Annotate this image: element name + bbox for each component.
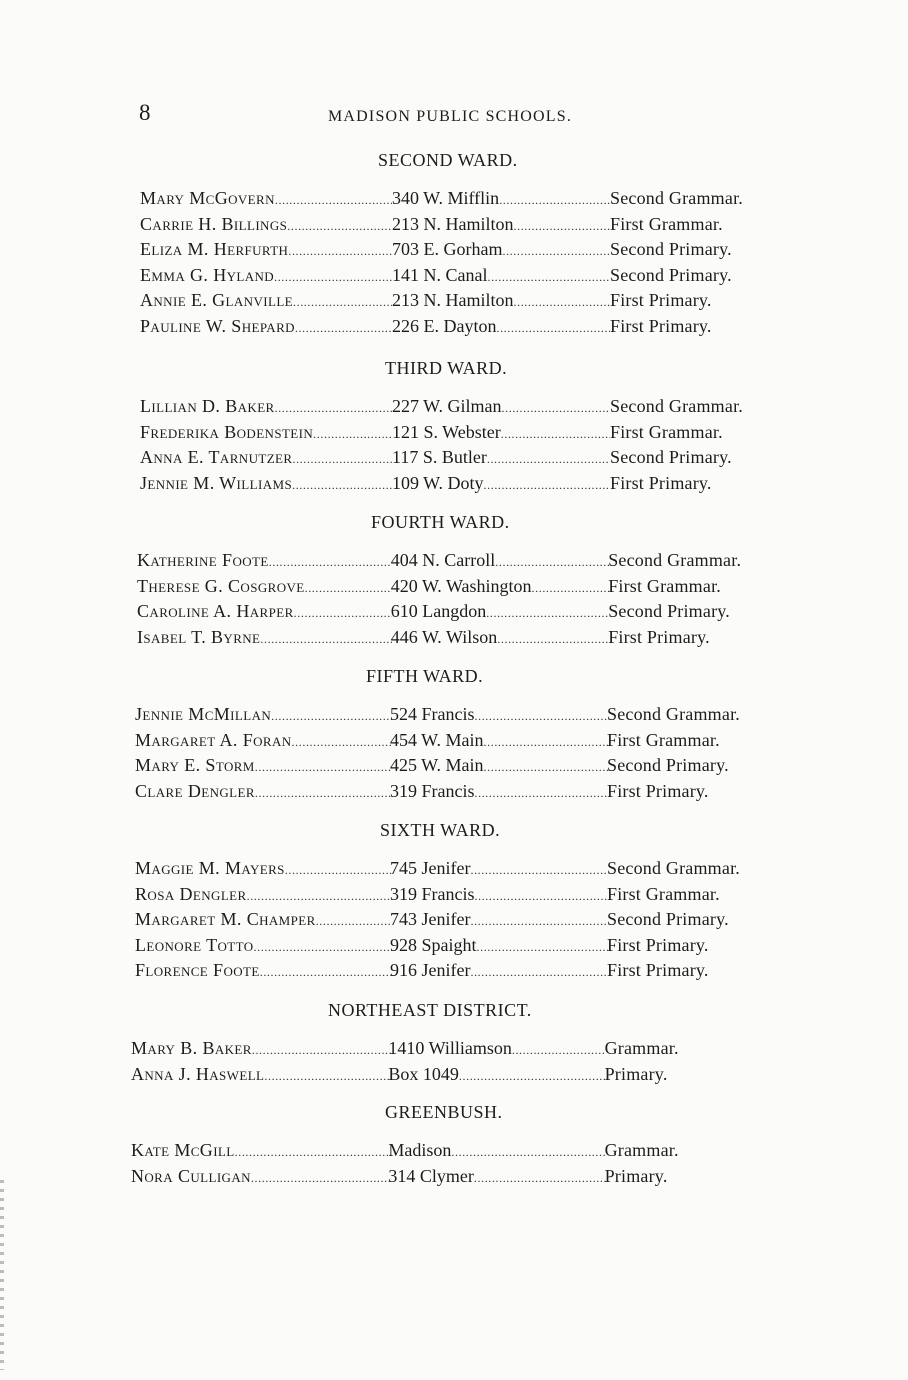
dot-leader — [502, 401, 610, 416]
teacher-name-text: Annie E. Glanville — [140, 290, 293, 311]
dot-leader — [292, 452, 392, 467]
teacher-grade-text: First Primary. — [610, 472, 712, 493]
section-heading: GREENBUSH. — [385, 1102, 503, 1122]
dot-leader — [260, 632, 392, 647]
dot-leader — [475, 709, 609, 724]
dot-leader — [292, 735, 392, 750]
section-heading: NORTHEAST DISTRICT. — [328, 1000, 532, 1020]
dot-leader — [477, 940, 608, 955]
teacher-grade — [607, 935, 709, 956]
teacher-name-text: Clare Dengler — [135, 780, 255, 801]
teacher-address — [392, 473, 610, 494]
dot-leader — [275, 193, 392, 208]
teacher-row — [0, 755, 908, 779]
dot-leader — [285, 863, 392, 878]
teacher-address — [388, 1038, 606, 1059]
teacher-name-text: Maggie M. Mayers — [135, 858, 285, 878]
teacher-name — [137, 576, 392, 597]
teacher-address — [392, 422, 610, 443]
teacher-name — [140, 188, 392, 209]
teacher-address-text: 743 Jenifer — [390, 909, 471, 930]
teacher-address — [390, 704, 608, 725]
teacher-name-text: Caroline A. Harper — [137, 601, 294, 622]
section-heading: THIRD WARD. — [385, 358, 508, 378]
dot-leader — [235, 1145, 392, 1160]
teacher-name-text: Katherine Foote — [137, 550, 269, 570]
teacher-address-text: Madison — [388, 1140, 452, 1160]
dot-leader — [295, 321, 392, 336]
teacher-row — [0, 447, 908, 471]
teacher-address-text: 226 E. Dayton — [392, 316, 497, 336]
teacher-address-text: 425 W. Main — [390, 755, 484, 776]
teacher-address — [391, 627, 609, 648]
teacher-name-text: Pauline W. Shepard — [140, 316, 295, 336]
section-heading: SIXTH WARD. — [380, 820, 501, 840]
dot-leader — [305, 581, 392, 596]
teacher-grade-text: Second Grammar. — [607, 704, 740, 724]
dot-leader — [532, 581, 609, 596]
dot-leader — [470, 863, 608, 878]
teacher-address — [392, 265, 610, 286]
dot-leader — [484, 478, 610, 493]
teacher-address — [392, 396, 610, 417]
dot-leader — [269, 555, 392, 570]
teacher-name — [140, 473, 392, 494]
teacher-grade — [607, 755, 729, 776]
dot-leader — [514, 219, 611, 234]
teacher-address-text: 314 Clymer — [388, 1165, 474, 1186]
dot-leader — [271, 709, 392, 724]
teacher-address-text: 928 Spaight — [390, 934, 477, 955]
teacher-row — [0, 935, 908, 959]
section-heading: FOURTH WARD. — [371, 512, 510, 532]
teacher-name-text: Margaret A. Foran — [135, 729, 292, 750]
teacher-grade-text: Second Primary. — [607, 755, 729, 776]
page-edge-shadow — [0, 1180, 4, 1370]
teacher-name-text: Anna J. Haswell — [131, 1063, 265, 1084]
teacher-name-text: Leonore Totto — [135, 934, 254, 955]
dot-leader — [496, 321, 610, 336]
teacher-name-text: Therese G. Cosgrove — [137, 575, 305, 596]
teacher-name-text: Florence Foote — [135, 960, 260, 981]
teacher-address-text: Box 1049 — [388, 1063, 459, 1084]
teacher-address-text: 454 W. Main — [390, 729, 484, 750]
teacher-grade-text: Second Grammar. — [608, 550, 742, 570]
teacher-address-text: 117 S. Butler — [392, 447, 487, 468]
teacher-name — [135, 730, 392, 751]
teacher-grade-text: First Primary. — [607, 960, 709, 981]
teacher-grade-text: Second Primary. — [610, 239, 732, 260]
teacher-address-text: 446 W. Wilson — [390, 626, 498, 647]
teacher-name — [140, 239, 392, 260]
dot-leader — [264, 1069, 392, 1084]
teacher-name-text: Emma G. Hyland — [140, 264, 275, 285]
dot-leader — [497, 632, 609, 647]
teacher-address — [388, 1140, 606, 1161]
teacher-address-text: 340 W. Mifflin — [392, 188, 500, 208]
teacher-grade — [607, 884, 720, 905]
teacher-row — [0, 960, 908, 984]
teacher-address-text: 404 N. Carroll — [390, 550, 496, 570]
teacher-grade-text: First Grammar. — [607, 883, 720, 904]
teacher-name-text: Frederika Bodenstein — [140, 421, 314, 442]
running-head: MADISON PUBLIC SCHOOLS. — [328, 108, 573, 125]
dot-leader — [459, 1069, 606, 1084]
dot-leader — [316, 914, 392, 929]
teacher-address — [390, 781, 608, 802]
teacher-name — [140, 290, 392, 311]
teacher-name — [140, 316, 392, 337]
teacher-name — [140, 447, 392, 468]
teacher-address-text: 319 Francis — [390, 780, 475, 801]
teacher-grade — [610, 396, 743, 417]
teacher-address — [390, 755, 608, 776]
teacher-row — [0, 909, 908, 933]
teacher-grade — [610, 316, 712, 337]
section-heading: FIFTH WARD. — [366, 666, 484, 686]
teacher-grade — [607, 960, 709, 981]
dot-leader — [499, 193, 610, 208]
teacher-address — [390, 909, 608, 930]
teacher-name — [135, 909, 392, 930]
dot-leader — [292, 478, 392, 493]
teacher-name — [135, 935, 392, 956]
teacher-row — [0, 188, 908, 212]
dot-leader — [247, 889, 392, 904]
teacher-grade-text: First Grammar. — [607, 729, 720, 750]
teacher-address — [388, 1064, 606, 1085]
teacher-name — [131, 1166, 392, 1187]
teacher-row — [0, 1140, 908, 1164]
teacher-grade-text: Second Grammar. — [610, 188, 743, 208]
teacher-grade — [605, 1038, 679, 1059]
dot-leader — [486, 606, 609, 621]
teacher-grade-text: Second Primary. — [610, 264, 732, 285]
teacher-grade — [605, 1166, 668, 1187]
teacher-address-text: 524 Francis — [390, 704, 475, 724]
teacher-row — [0, 704, 908, 728]
dot-leader — [451, 1145, 606, 1160]
teacher-grade — [610, 265, 732, 286]
teacher-row — [0, 601, 908, 625]
teacher-name — [135, 781, 392, 802]
teacher-name-text: Jennie McMillan — [135, 704, 272, 724]
teacher-name — [140, 396, 392, 417]
teacher-address — [392, 188, 610, 209]
section-heading: SECOND WARD. — [378, 150, 518, 170]
teacher-address-text: 319 Francis — [390, 883, 475, 904]
teacher-row — [0, 1166, 908, 1190]
teacher-name — [131, 1038, 392, 1059]
dot-leader — [502, 244, 610, 259]
teacher-address — [390, 884, 608, 905]
dot-leader — [501, 427, 610, 442]
dot-leader — [255, 760, 392, 775]
dot-leader — [254, 940, 392, 955]
teacher-name — [140, 265, 392, 286]
teacher-name — [137, 627, 392, 648]
teacher-name — [131, 1064, 392, 1085]
teacher-grade — [607, 781, 709, 802]
teacher-grade-text: Grammar. — [604, 1140, 679, 1160]
teacher-grade-text: Primary. — [604, 1063, 668, 1084]
teacher-grade — [607, 909, 729, 930]
teacher-name-text: Mary McGovern — [140, 188, 275, 208]
teacher-address — [388, 1166, 606, 1187]
teacher-grade — [610, 214, 723, 235]
teacher-grade — [610, 239, 732, 260]
teacher-row — [0, 422, 908, 446]
dot-leader — [294, 606, 392, 621]
dot-leader — [252, 1043, 392, 1058]
teacher-address-text: 213 N. Hamilton — [392, 213, 514, 234]
teacher-address — [391, 601, 609, 622]
teacher-address-text: 109 W. Doty — [392, 472, 484, 493]
teacher-name — [135, 960, 392, 981]
teacher-grade — [605, 1064, 668, 1085]
teacher-address — [392, 290, 610, 311]
teacher-row — [0, 730, 908, 754]
teacher-grade — [608, 627, 710, 648]
dot-leader — [470, 914, 608, 929]
teacher-row — [0, 781, 908, 805]
teacher-row — [0, 550, 908, 574]
teacher-row — [0, 214, 908, 238]
dot-leader — [484, 735, 608, 750]
teacher-grade-text: Second Grammar. — [607, 858, 740, 878]
teacher-name-text: Jennie M. Williams — [140, 472, 293, 493]
teacher-grade-text: First Primary. — [608, 626, 710, 647]
teacher-address-text: 610 Langdon — [390, 601, 487, 622]
teacher-name-text: Margaret M. Champer — [135, 909, 316, 930]
teacher-grade-text: Second Primary. — [608, 601, 730, 622]
dot-leader — [474, 1171, 607, 1186]
teacher-grade — [607, 704, 740, 725]
dot-leader — [487, 270, 610, 285]
teacher-address — [390, 935, 608, 956]
teacher-grade-text: First Primary. — [607, 934, 709, 955]
teacher-address-text: 227 W. Gilman — [392, 396, 502, 416]
teacher-grade — [608, 601, 730, 622]
teacher-name — [135, 704, 392, 725]
teacher-grade-text: First Primary. — [610, 290, 712, 311]
teacher-name-text: Mary E. Storm — [135, 755, 255, 776]
dot-leader — [287, 219, 392, 234]
teacher-address-text: 213 N. Hamilton — [392, 290, 514, 311]
teacher-address-text: 745 Jenifer — [390, 858, 471, 878]
teacher-row — [0, 1038, 908, 1062]
teacher-name-text: Lillian D. Baker — [140, 396, 275, 416]
teacher-address — [390, 730, 608, 751]
teacher-grade-text: Primary. — [604, 1165, 668, 1186]
teacher-name-text: Carrie H. Billings — [140, 213, 288, 234]
teacher-row — [0, 290, 908, 314]
teacher-address — [392, 447, 610, 468]
teacher-grade-text: First Primary. — [607, 780, 709, 801]
teacher-row — [0, 265, 908, 289]
teacher-name-text: Nora Culligan — [131, 1165, 251, 1186]
teacher-name-text: Rosa Dengler — [135, 883, 247, 904]
teacher-name-text: Isabel T. Byrne — [137, 626, 261, 647]
teacher-row — [0, 627, 908, 651]
teacher-grade — [608, 576, 721, 597]
teacher-name — [140, 214, 392, 235]
dot-leader — [495, 555, 609, 570]
teacher-address-text: 916 Jenifer — [390, 960, 471, 981]
teacher-grade-text: Second Primary. — [610, 447, 732, 468]
teacher-name — [131, 1140, 392, 1161]
dot-leader — [274, 270, 392, 285]
teacher-name — [135, 755, 392, 776]
teacher-row — [0, 576, 908, 600]
teacher-address-text: 141 N. Canal — [392, 264, 488, 285]
dot-leader — [475, 786, 609, 801]
teacher-address-text: 121 S. Webster — [392, 421, 501, 442]
dot-leader — [251, 1171, 392, 1186]
dot-leader — [512, 1043, 607, 1058]
teacher-grade-text: Second Grammar. — [610, 396, 743, 416]
teacher-row — [0, 884, 908, 908]
teacher-row — [0, 316, 908, 340]
dot-leader — [255, 786, 392, 801]
teacher-grade — [610, 422, 723, 443]
page-number: 8 — [139, 100, 151, 125]
teacher-name-text: Anna E. Tarnutzer — [140, 447, 293, 468]
dot-leader — [470, 965, 608, 980]
dot-leader — [475, 889, 609, 904]
teacher-address — [392, 214, 610, 235]
teacher-grade — [610, 447, 732, 468]
teacher-name — [137, 550, 392, 571]
teacher-name-text: Kate McGill — [131, 1140, 235, 1160]
teacher-grade — [610, 290, 712, 311]
dot-leader — [293, 295, 392, 310]
teacher-grade-text: First Primary. — [610, 316, 712, 336]
teacher-row — [0, 858, 908, 882]
teacher-address — [390, 858, 608, 879]
dot-leader — [313, 427, 392, 442]
dot-leader — [275, 401, 392, 416]
teacher-address — [392, 316, 610, 337]
dot-leader — [288, 244, 392, 259]
teacher-name-text: Mary B. Baker — [131, 1038, 252, 1058]
teacher-grade-text: Grammar. — [604, 1038, 679, 1058]
dot-leader — [487, 452, 610, 467]
teacher-address — [390, 960, 608, 981]
teacher-grade — [608, 550, 741, 571]
teacher-grade-text: First Grammar. — [610, 213, 723, 234]
teacher-grade-text: First Grammar. — [610, 421, 723, 442]
teacher-address — [391, 576, 609, 597]
teacher-row — [0, 396, 908, 420]
teacher-address-text: 420 W. Washington — [390, 575, 532, 596]
dot-leader — [484, 760, 608, 775]
dot-leader — [514, 295, 611, 310]
teacher-grade — [605, 1140, 679, 1161]
teacher-row — [0, 239, 908, 263]
teacher-row — [0, 473, 908, 497]
teacher-grade — [610, 188, 743, 209]
teacher-name-text: Eliza M. Herfurth — [140, 239, 289, 260]
teacher-address — [391, 550, 609, 571]
teacher-grade — [610, 473, 712, 494]
teacher-row — [0, 1064, 908, 1088]
teacher-grade-text: Second Primary. — [607, 909, 729, 930]
teacher-address-text: 1410 Williamson — [388, 1038, 512, 1058]
teacher-grade — [607, 858, 740, 879]
teacher-address-text: 703 E. Gorham — [392, 239, 503, 260]
teacher-name — [137, 601, 392, 622]
teacher-grade-text: First Grammar. — [608, 575, 721, 596]
teacher-grade — [607, 730, 720, 751]
dot-leader — [260, 965, 392, 980]
teacher-name — [135, 884, 392, 905]
teacher-name — [135, 858, 392, 879]
teacher-name — [140, 422, 392, 443]
teacher-address — [392, 239, 610, 260]
